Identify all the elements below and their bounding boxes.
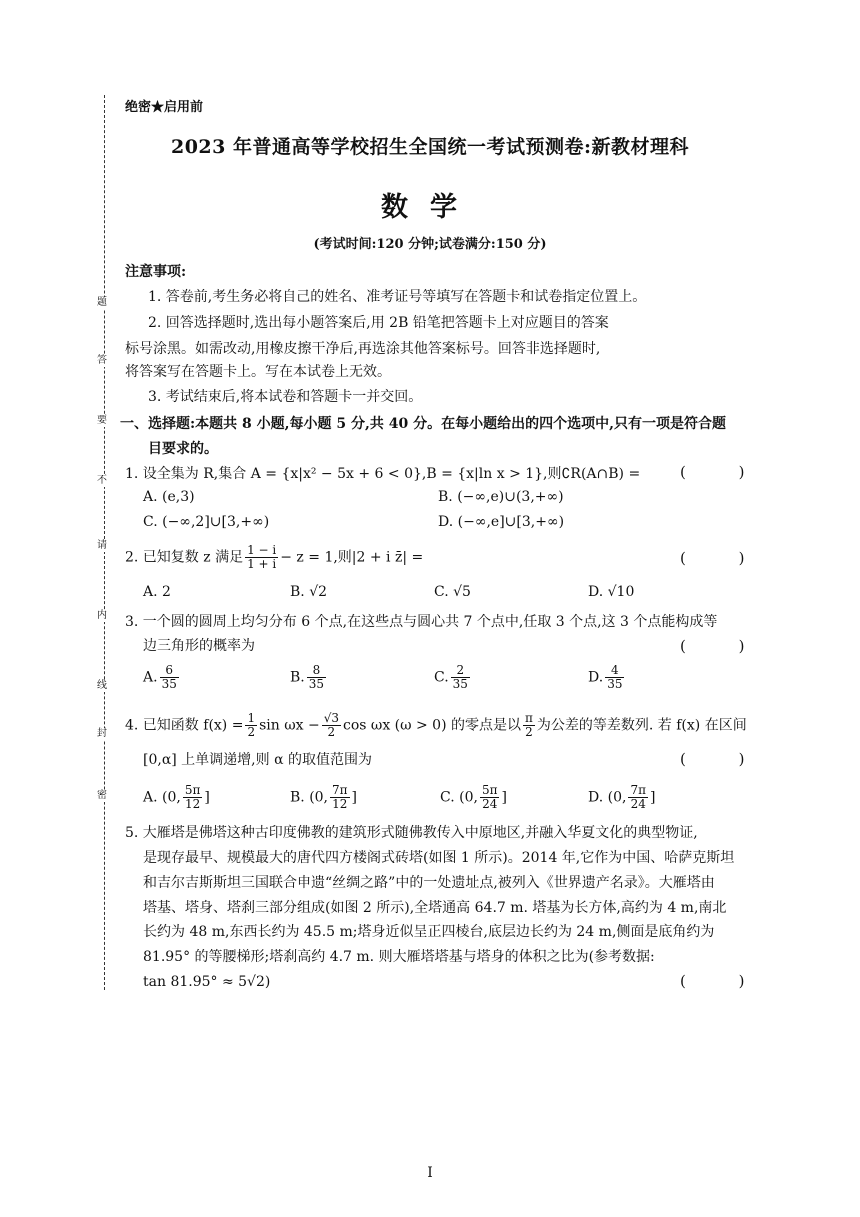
fraction	[523, 712, 535, 739]
denominator: 2	[247, 725, 256, 739]
option-label: B. (0,	[290, 789, 329, 806]
option-a: A. 2	[143, 584, 171, 600]
numerator: 2	[451, 664, 470, 678]
section-heading-cont: 目要求的。	[148, 441, 218, 457]
note-item: 将答案写在答题卡上。写在本试卷上无效。	[125, 364, 391, 380]
fraction	[480, 784, 500, 811]
binding-char: 要	[97, 415, 107, 426]
numerator: 7π	[332, 783, 348, 797]
fraction	[605, 664, 624, 691]
denominator: 35	[452, 677, 468, 691]
option-b	[290, 784, 357, 811]
denominator: 2	[327, 725, 336, 739]
binding-char: 请	[97, 540, 107, 551]
option-label: B.	[290, 669, 305, 686]
numerator: 8	[307, 664, 326, 678]
binding-char: 线	[97, 680, 107, 691]
denominator: 24	[482, 797, 498, 811]
denominator: 35	[607, 677, 623, 691]
numerator: 7π	[630, 783, 646, 797]
numerator: 1 − i	[247, 543, 277, 557]
option-close: ]	[204, 789, 210, 806]
note-item: 1. 答卷前,考生务必将自己的姓名、准考证号等填写在答题卡和试卷指定位置上。	[148, 289, 647, 305]
option-d: D. √10	[588, 584, 635, 600]
fraction	[451, 664, 470, 691]
option-c	[434, 664, 472, 691]
option-d	[588, 784, 655, 811]
option-b	[290, 664, 328, 691]
stem-text: sin ωx −	[259, 717, 320, 734]
binding-char: 答	[97, 355, 107, 366]
fraction	[330, 784, 350, 811]
confidential-label: 绝密★启用前	[125, 100, 204, 115]
option-c	[440, 784, 507, 811]
subject-title: 数学	[381, 192, 479, 223]
option-close: ]	[501, 789, 507, 806]
numerator: 4	[605, 664, 624, 678]
note-item: 2. 回答选择题时,选出每小题答案后,用 2B 铅笔把答题卡上对应题目的答案	[148, 315, 609, 331]
question-stem: 3. 一个圆的圆周上均匀分布 6 个点,在这些点与圆心共 7 个点中,任取 3 个点,这 3 个点能构成等	[125, 614, 718, 630]
option-close: ]	[649, 789, 656, 806]
numerator: 6	[160, 664, 179, 678]
numerator: 1	[247, 711, 256, 725]
stem-text: 为公差的等差数列. 若 f(x) 在区间	[536, 717, 747, 734]
option-b: B. (−∞,e)∪(3,+∞)	[438, 489, 564, 505]
option-b: B. √2	[290, 584, 328, 600]
fraction	[245, 544, 278, 571]
option-label: D. (0,	[588, 789, 627, 806]
question-stem-cont: 边三角形的概率为	[143, 638, 255, 654]
option-c: C. (−∞,2]∪[3,+∞)	[143, 514, 270, 530]
question-stem-cont: [0,α] 上单调递增,则 α 的取值范围为	[143, 752, 372, 768]
exam-title: 2023 年普通高等学校招生全国统一考试预测卷:新教材理科	[170, 136, 689, 158]
fraction	[307, 664, 326, 691]
question-stem-cont: 塔基、塔身、塔刹三部分组成(如图 2 所示),全塔通高 64.7 m. 塔基为长方体,高约为 4 m,南北	[143, 900, 727, 916]
binding-char: 不	[97, 475, 107, 486]
answer-bracket: ( )	[680, 637, 769, 655]
question-stem-cont: tan 81.95° ≈ 5√2)	[143, 974, 271, 990]
option-a: A. (e,3)	[143, 489, 195, 505]
denominator: 24	[630, 797, 646, 811]
option-label: C. (0,	[440, 789, 478, 806]
binding-char: 题	[97, 297, 107, 308]
option-d	[588, 664, 626, 691]
numerator: √3	[323, 711, 339, 725]
option-a	[143, 784, 210, 811]
question-stem: 1. 设全集为 R,集合 A = {x|x² − 5x + 6 < 0},B = {x|ln x > 1},则∁R(A∩B) =	[125, 466, 641, 482]
question-stem: 5. 大雁塔是佛塔这种古印度佛教的建筑形式随佛教传入中原地区,并融入华夏文化的典型物证,	[125, 825, 698, 841]
question-stem-cont: 和吉尔吉斯斯坦三国联合申遗“丝绸之路”中的一处遗址点,被列入《世界遗产名录》。大雁塔由	[143, 875, 715, 891]
note-item: 3. 考试结束后,将本试卷和答题卡一并交回。	[148, 389, 423, 405]
note-item: 标号涂黑。如需改动,用橡皮擦干净后,再选涂其他答案标号。回答非选择题时,	[125, 341, 601, 357]
fraction	[183, 784, 203, 811]
binding-char: 封	[97, 728, 107, 739]
denominator: 35	[161, 677, 177, 691]
stem-text: − z = 1,则|2 + i z̄| =	[280, 549, 424, 566]
answer-bracket: ( )	[680, 972, 769, 990]
question-stem-cont: 长约为 48 m,东西长约为 45.5 m;塔身近似呈正四棱台,底层边长约为 24 m,侧面是底角约为	[143, 924, 715, 940]
question-stem-cont: 是现存最早、规模最大的唐代四方楼阁式砖塔(如图 1 所示)。2014 年,它作为中国、哈萨克斯坦	[143, 850, 735, 866]
option-d: D. (−∞,e]∪[3,+∞)	[438, 514, 565, 530]
numerator: π	[525, 711, 533, 725]
stem-text: 2. 已知复数 z 满足	[125, 549, 244, 566]
binding-char: 密	[97, 790, 107, 801]
answer-bracket: ( )	[680, 463, 769, 481]
question-stem	[125, 544, 423, 571]
option-label: D.	[588, 669, 604, 686]
denominator: 1 + i	[247, 557, 277, 571]
option-label: C.	[434, 669, 449, 686]
exam-info: (考试时间:120 分钟;试卷满分:150 分)	[313, 237, 547, 252]
denominator: 12	[184, 797, 201, 811]
section-heading: 一、选择题:本题共 8 小题,每小题 5 分,共 40 分。在每小题给出的四个选项中,只有一项是符合题	[120, 416, 726, 432]
numerator: 5π	[184, 783, 201, 797]
page-number: I	[427, 1165, 433, 1181]
fraction	[628, 784, 648, 811]
option-close: ]	[351, 789, 358, 806]
stem-text: 4. 已知函数 f(x) =	[125, 717, 244, 734]
denominator: 12	[332, 797, 348, 811]
option-label: A. (0,	[143, 789, 181, 806]
fraction	[245, 712, 257, 739]
option-label: A.	[143, 669, 158, 686]
fraction	[322, 712, 341, 739]
option-c: C. √5	[434, 584, 471, 600]
option-a	[143, 664, 181, 691]
question-stem	[125, 712, 747, 739]
fraction	[160, 664, 179, 691]
binding-char: 内	[97, 610, 107, 621]
numerator: 5π	[481, 783, 498, 797]
denominator: 35	[308, 677, 325, 691]
answer-bracket: ( )	[680, 750, 769, 768]
question-stem-cont: 81.95° 的等腰梯形;塔刹高约 4.7 m. 则大雁塔塔基与塔身的体积之比为(参考数据:	[143, 949, 655, 965]
answer-bracket: ( )	[680, 549, 769, 567]
notes-heading: 注意事项:	[125, 264, 187, 280]
stem-text: cos ωx (ω > 0) 的零点是以	[343, 717, 521, 734]
denominator: 2	[525, 725, 533, 739]
